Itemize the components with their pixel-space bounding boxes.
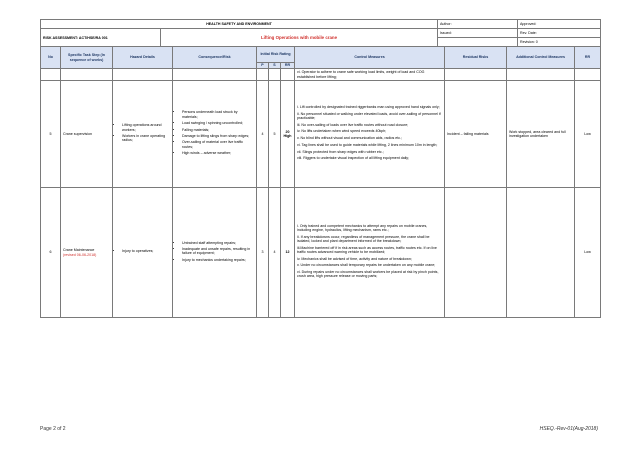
final-risk-rating: Low [575,81,601,188]
consequence-list [175,110,254,155]
assessment-ref: RISK ASSESSMENT: ACT/HSE/RA 001 [41,29,161,47]
probability: 4 [257,81,269,188]
hazard-list [115,123,170,142]
control-item: v. Under no circumstances shall temporary repairs be undertaken on any mobile crane; [297,263,436,268]
severity: 5 [269,81,281,188]
risk-rating: 20 [285,129,290,134]
control-item: vii. Slings protected from sharp edges with rubber etc.; [297,149,384,154]
author-label: Author: [438,20,518,29]
activity-title: Lifting Operations with mobile crane [161,29,438,47]
hazard-list [115,249,170,253]
control-item: ii. If any breakdowns occur, regardless of management pressure, the crane shall be isolated, locked and plant department informed of the breakdown; [297,234,430,244]
col-additional: Additional Control Measures [507,47,575,69]
row-number: 6 [41,188,61,318]
residual-risk [445,188,507,318]
control-item: iii.Machine barriered off if in risk areas such as access routes, traffic routes etc. If on live traffic routes advanced warning vehicle to be mobilized; [297,245,437,255]
col-task: Specific Task Step (In sequence of works) [61,47,113,69]
probability: 3 [257,188,269,318]
list-item: • Damage to lifting slings from sharp edges; [182,134,254,138]
issued-label: Issued: [438,29,518,38]
control-item: ii. No personnel situated or walking under elevated loads, avoid over-sailing of personnel if practicable; [297,111,441,121]
task-step: Crane Maintenance [63,248,95,253]
col-initial-risk: Initial Risk Rating [257,47,295,63]
control-item: i. Lift controlled by designated trained riggerbanks man using approved hand signals only; [297,105,440,110]
additional-controls: Work stopped, area cleared and full investigation undertaken [507,81,575,188]
col-rr: RR [281,63,295,69]
list-item: • Over-sailing of material over live traffic routes; [182,140,254,149]
col-controls: Control Measures [295,47,445,69]
table-row [41,188,601,318]
header-table [40,19,601,47]
revision-note: (revised 06-06-2018) [63,252,97,257]
row-number: 5 [41,81,61,188]
additional-controls [507,188,575,318]
list-item: • Lifting operations around workers; [122,123,170,132]
carryover-row [41,69,601,81]
list-item: • Workers in crane operating radius; [122,134,170,143]
control-item: vi. During repairs under no circumstances shall workers be placed at risk by pinch points, crush area, high pressure release or moving parts; [297,270,439,279]
control-item: v. No blind lifts without visual and communication aids, radios etc.; [297,136,403,141]
task-step: Crane supervision [61,81,113,188]
risk-table [40,46,601,318]
control-item: iv. Mechanics shall be advised of time, activity and nature of breakdown; [297,256,412,261]
residual-risk: Incident – falling materials [445,81,507,188]
severity: 4 [269,188,281,318]
approved-label: Approved: [518,20,601,29]
revision-label: Revision: 0 [518,38,601,47]
control-item: viii. Riggers to undertake visual inspection of all lifting equipment daily; [297,156,410,161]
final-risk-rating: Low [575,188,601,318]
col-p: P [257,63,269,69]
list-item: • Untrained staff attempting repairs; [182,241,254,245]
list-item: • Load swinging / spinning uncontrolled; [182,121,254,125]
risk-rating: 12 [285,250,290,255]
list-item: • High winds – adverse weather; [182,151,254,155]
risk-level: High [283,134,292,138]
table-row [41,81,601,188]
control-item: i. Only trained and competent mechanics to attempt any repairs on mobile cranes, including engine, hydraulics, lifting mechanism, rams etc.; [297,223,428,233]
carryover-control: vi. Operator to adhere to crane safe working load limits, weight of load and COG established before lifting; [295,69,445,81]
list-item: • Persons underneath load struck by materials; [182,110,254,119]
list-item: • Falling materials; [182,128,254,132]
control-item: iv. No lifts undertaken when wind speed exceeds 40kph; [297,129,387,134]
document-title: HEALTH SAFETY AND ENVIRONMENT [41,20,438,29]
col-consequence: Consequence/Risk [173,47,257,69]
list-item: • Inadequate and unsafe repairs, resulting in failure of equipment; [182,247,254,256]
col-hazard: Hazard Details [113,47,173,69]
col-no: No [41,47,61,69]
document-code: HSEQ.-Rev-01(Aug-2018) [539,426,598,432]
col-final-rr: RR [575,47,601,69]
page-number: Page 2 of 2 [40,426,66,432]
col-residual: Residual Risks [445,47,507,69]
control-item: vi. Tag lines shall be used to guide materials while lifting, 2 lines minimum 10m in length; [297,142,438,147]
rev-date-label: Rev. Date: [518,29,601,38]
list-item: • Injury to mechanics undertaking repairs; [182,258,254,262]
control-item: iii. No over-sailing of loads over live traffic routes without road closure; [297,122,409,127]
consequence-list [175,241,254,263]
list-item: • Injury to operatives; [122,249,170,253]
col-s: S [269,63,281,69]
